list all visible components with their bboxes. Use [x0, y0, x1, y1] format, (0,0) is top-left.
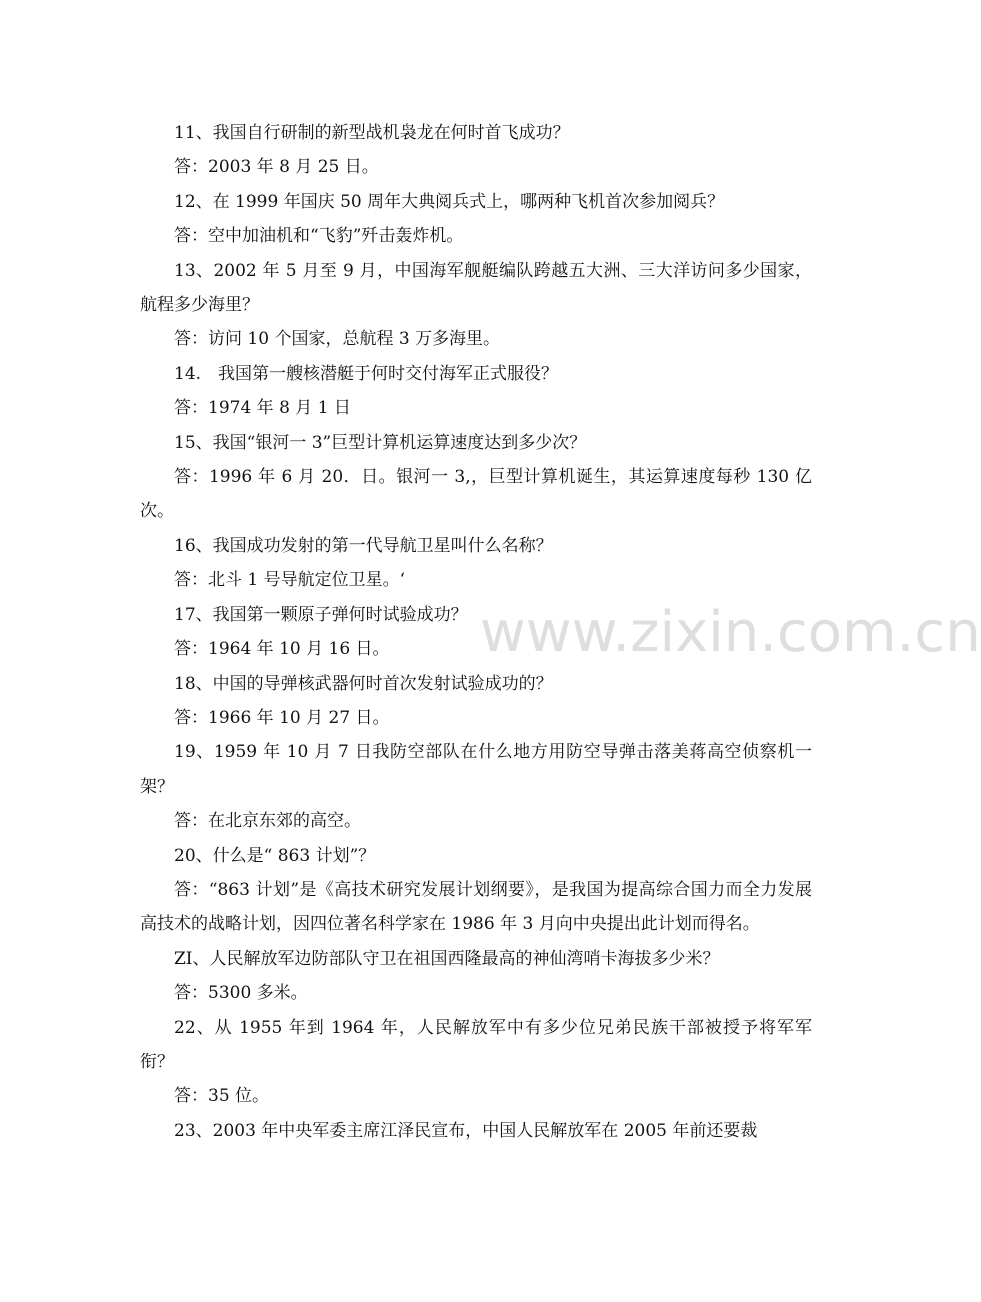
answer-22: 答：35 位。	[174, 1086, 270, 1107]
answer-13: 答：访问 10 个国家，总航程 3 万多海里。	[174, 329, 501, 350]
question-22: 22、从 1955 年到 1964 年，人民解放军中有多少位兄弟民族干部被授予将军军衔？	[140, 1017, 812, 1072]
answer-20: 答：“863 计划”是《高技术研究发展计划纲要》，是我国为提高综合国力而全力发展高技术的战略计划，因四位著名科学家在 1986 年 3 月向中央提出此计划而得名。	[140, 879, 812, 935]
answer-17: 答：1964 年 10 月 16 日。	[174, 639, 390, 660]
question-14: 14. 我国第一艘核潜艇于何时交付海军正式服役？	[174, 363, 559, 384]
answer-16: 答：北斗 1 号导航定位卫星。‘	[174, 570, 406, 591]
answer-19: 答：在北京东郊的高空。	[174, 811, 361, 832]
watermark: www.zixin.com.cn	[480, 600, 981, 665]
question-18: 18、中国的导弹核武器何时首次发射试验成功的？	[174, 673, 553, 694]
question-16: 16、我国成功发射的第一代导航卫星叫什么名称？	[174, 535, 553, 556]
question-11: 11、我国自行研制的新型战机袅龙在何时首飞成功？	[174, 123, 570, 143]
question-17: 17、我国第一颗原子弹何时试验成功？	[174, 604, 468, 625]
question-20: 20、什么是“ 863 计划”？	[174, 845, 376, 866]
question-21: ZI、人民解放军边防部队守卫在祖国西隆最高的神仙湾哨卡海拔多少米？	[174, 948, 720, 969]
question-15: 15、我国“银河一 3”巨型计算机运算速度达到多少次？	[174, 432, 587, 453]
answer-21: 答：5300 多米。	[174, 983, 308, 1004]
question-23: 23、2003 年中央军委主席江泽民宣布，中国人民解放军在 2005 年前还要裁	[174, 1120, 758, 1141]
document-body	[140, 116, 812, 1148]
question-19: 19、1959 年 10 月 7 日我防空部队在什么地方用防空导弹击落美蒋高空侦察机一架？	[140, 742, 812, 797]
answer-15: 答：1996 年 6 月 20．日。银河一 3,，巨型计算机诞生，其运算速度每秒 130 亿次。	[140, 467, 812, 522]
question-12: 12、在 1999 年国庆 50 周年大典阅兵式上，哪两种飞机首次参加阅兵？	[174, 191, 725, 212]
question-13: 13、2002 年 5 月至 9 月，中国海军舰艇编队跨越五大洲、三大洋访问多少国家，航程多少海里？	[140, 260, 812, 316]
answer-18: 答：1966 年 10 月 27 日。	[174, 707, 390, 728]
answer-11: 答：2003 年 8 月 25 日。	[174, 157, 379, 178]
answer-12: 答：空中加油机和“飞豹”歼击轰炸机。	[174, 226, 464, 247]
answer-14: 答：1974 年 8 月 1 日	[174, 398, 351, 419]
